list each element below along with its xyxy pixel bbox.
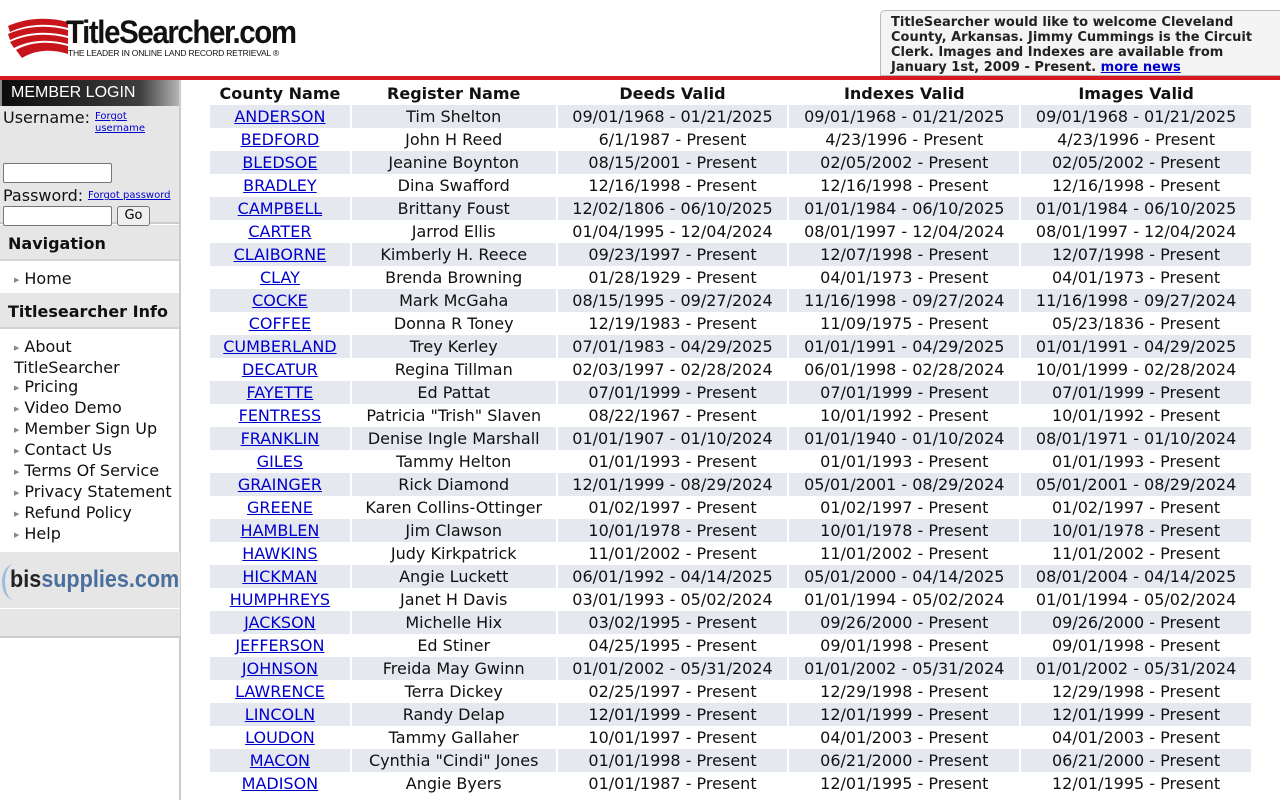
register-cell: John H Reed	[405, 130, 503, 149]
more-news-link[interactable]: more news	[1100, 60, 1181, 75]
register-cell: Tammy Helton	[396, 452, 512, 471]
county-link[interactable]: HICKMAN	[242, 567, 318, 586]
titlesearcher-info-title: Titlesearcher Info	[0, 293, 179, 329]
county-cell	[210, 680, 350, 703]
county-table	[208, 80, 1253, 795]
county-cell	[210, 404, 350, 427]
images-cell: 04/01/1973 - Present	[1051, 268, 1221, 287]
register-cell: Randy Delap	[352, 703, 556, 726]
county-link[interactable]: JEFFERSON	[235, 636, 325, 655]
sidebar	[0, 80, 181, 800]
forgot-username-link[interactable]: Forgot username	[95, 111, 145, 134]
county-link[interactable]: CARTER	[248, 222, 312, 241]
county-cell	[210, 243, 350, 266]
deeds-cell: 07/01/1983 - 04/29/2025	[558, 335, 788, 358]
member-login-title: MEMBER LOGIN	[0, 80, 179, 106]
titlesearcher-logo[interactable]	[6, 12, 306, 62]
table-header-row	[210, 80, 1251, 105]
arrow-right-icon: ▶	[14, 468, 20, 476]
register-cell: Denise Ingle Marshall	[352, 427, 556, 450]
images-cell: 10/01/1992 - Present	[1051, 406, 1221, 425]
password-label: Password:	[3, 186, 84, 205]
county-link[interactable]: HAMBLEN	[240, 521, 320, 540]
county-table-area	[208, 80, 1253, 795]
password-input[interactable]	[3, 206, 112, 226]
table-row	[210, 611, 1251, 634]
county-cell	[210, 588, 350, 611]
deeds-cell: 01/28/1929 - Present	[588, 268, 757, 287]
table-body	[210, 105, 1251, 795]
county-cell	[210, 542, 350, 565]
register-cell: Angie Byers	[405, 774, 502, 793]
register-cell: Brenda Browning	[385, 268, 523, 287]
register-cell: Jeanine Boynton	[352, 151, 556, 174]
table-row	[210, 151, 1251, 174]
arrow-right-icon: ▶	[14, 489, 20, 497]
register-cell: Jim Clawson	[352, 519, 556, 542]
register-cell: Karen Collins-Ottinger	[365, 498, 543, 517]
county-cell	[210, 220, 350, 243]
table-row	[210, 496, 1251, 519]
county-cell	[210, 749, 350, 772]
images-cell: 09/01/1998 - Present	[1051, 636, 1221, 655]
register-cell: Judy Kirkpatrick	[390, 544, 517, 563]
register-cell: Tammy Gallaher	[388, 728, 519, 747]
arrow-right-icon: ▶	[14, 426, 20, 434]
indexes-cell: 01/01/1940 - 01/10/2024	[789, 427, 1019, 450]
indexes-cell: 06/21/2000 - Present	[789, 749, 1019, 772]
arrow-right-icon: ▶	[14, 510, 20, 518]
indexes-cell: 11/16/1998 - 09/27/2024	[789, 289, 1019, 312]
deeds-cell: 07/01/1999 - Present	[558, 381, 788, 404]
site-header	[0, 0, 1280, 76]
county-cell	[210, 312, 350, 335]
table-row	[210, 519, 1251, 542]
table-row	[210, 450, 1251, 473]
register-cell: Ed Stiner	[417, 636, 491, 655]
deeds-cell: 02/25/1997 - Present	[588, 682, 757, 701]
arrow-right-icon: ▶	[14, 447, 20, 455]
county-link[interactable]: CUMBERLAND	[223, 337, 337, 356]
deeds-cell: 06/01/1992 - 04/14/2025	[558, 565, 788, 588]
county-cell	[210, 427, 350, 450]
nav-item-privacy-statement[interactable]: ▶ Privacy Statement	[14, 482, 172, 501]
county-link[interactable]: COFFEE	[248, 314, 312, 333]
indexes-cell: 05/01/2000 - 04/14/2025	[789, 565, 1019, 588]
county-cell	[210, 289, 350, 312]
county-link[interactable]: GREENE	[247, 498, 313, 517]
images-cell: 08/01/2004 - 04/14/2025	[1021, 565, 1251, 588]
register-cell: Terra Dickey	[404, 682, 503, 701]
register-cell: Brittany Foust	[352, 197, 556, 220]
deeds-cell: 10/01/1997 - Present	[588, 728, 757, 747]
indexes-cell: 4/23/1996 - Present	[825, 130, 984, 149]
register-cell: Patricia "Trish" Slaven	[366, 406, 542, 425]
county-link[interactable]: CAMPBELL	[237, 199, 323, 218]
nav-item-home[interactable]: ▶ Home	[14, 269, 72, 288]
table-row	[210, 197, 1251, 220]
deeds-cell: 12/01/1999 - Present	[558, 703, 788, 726]
deeds-cell: 02/03/1997 - 02/28/2024	[572, 360, 773, 379]
county-link[interactable]: CLAIBORNE	[233, 245, 327, 264]
county-cell	[210, 450, 350, 473]
bissupplies-banner[interactable]	[0, 552, 180, 608]
deeds-cell: 01/01/2002 - 05/31/2024	[558, 657, 788, 680]
indexes-cell: 09/01/1998 - Present	[820, 636, 989, 655]
county-cell	[210, 657, 350, 680]
county-cell	[210, 128, 350, 151]
county-link[interactable]: BEDFORD	[240, 130, 320, 149]
county-link[interactable]: COCKE	[252, 291, 308, 310]
table-row	[210, 427, 1251, 450]
deeds-cell: 01/04/1995 - 12/04/2024	[572, 222, 773, 241]
indexes-cell: 11/01/2002 - Present	[820, 544, 989, 563]
images-cell: 12/07/1998 - Present	[1021, 243, 1251, 266]
county-link[interactable]: FRANKLIN	[240, 429, 320, 448]
indexes-cell: 04/01/2003 - Present	[820, 728, 989, 747]
county-link[interactable]: HUMPHREYS	[229, 590, 331, 609]
images-cell: 06/21/2000 - Present	[1021, 749, 1251, 772]
table-row	[210, 634, 1251, 657]
county-link[interactable]: JACKSON	[244, 613, 316, 632]
indexes-cell: 05/01/2001 - 08/29/2024	[789, 473, 1019, 496]
county-link[interactable]: DECATUR	[241, 360, 318, 379]
nav-item-video-demo[interactable]: ▶ Video Demo	[14, 398, 122, 417]
register-cell: Jarrod Ellis	[411, 222, 496, 241]
table-row	[210, 174, 1251, 197]
logo-tagline: THE LEADER IN ONLINE LAND RECORD RETRIEVAL ®	[68, 48, 279, 58]
county-cell	[210, 335, 350, 358]
table-row	[210, 680, 1251, 703]
register-cell: Michelle Hix	[352, 611, 556, 634]
table-row	[210, 358, 1251, 381]
county-cell	[210, 496, 350, 519]
images-cell: 11/16/1998 - 09/27/2024	[1021, 289, 1251, 312]
indexes-cell: 08/01/1997 - 12/04/2024	[804, 222, 1005, 241]
images-cell: 09/26/2000 - Present	[1021, 611, 1251, 634]
news-text: TitleSearcher would like to welcome Cleveland County, Arkansas. Jimmy Cummings is the Circuit Clerk. Images and Indexes are available from January 1st, 2009 - Present.	[891, 15, 1253, 75]
nav-item-terms-of-service[interactable]: ▶ Terms Of Service	[14, 461, 160, 480]
images-cell: 01/01/1994 - 05/02/2024	[1035, 590, 1237, 609]
nav-item-pricing[interactable]: ▶ Pricing	[14, 377, 79, 396]
indexes-cell: 12/29/1998 - Present	[820, 682, 989, 701]
deeds-cell: 12/01/1999 - 08/29/2024	[558, 473, 788, 496]
table-row	[210, 588, 1251, 611]
username-label-row	[3, 108, 90, 127]
indexes-cell: 12/01/1995 - Present	[820, 774, 989, 793]
register-cell: Donna R Toney	[393, 314, 514, 333]
deeds-cell: 12/19/1983 - Present	[588, 314, 757, 333]
table-row	[210, 657, 1251, 680]
county-link[interactable]: MACON	[249, 751, 310, 770]
deeds-cell: 01/01/1998 - Present	[558, 749, 788, 772]
news-box	[880, 10, 1280, 76]
info-list	[0, 329, 179, 545]
table-row	[210, 312, 1251, 335]
deeds-cell: 6/1/1987 - Present	[598, 130, 747, 149]
table-row	[210, 703, 1251, 726]
table-row	[210, 335, 1251, 358]
indexes-cell: 07/01/1999 - Present	[789, 381, 1019, 404]
indexes-cell: 02/05/2002 - Present	[789, 151, 1019, 174]
deeds-cell: 08/15/2001 - Present	[558, 151, 788, 174]
col-deeds-valid: Deeds Valid	[619, 84, 726, 103]
images-cell: 05/23/1836 - Present	[1051, 314, 1221, 333]
images-cell: 01/01/1991 - 04/29/2025	[1021, 335, 1251, 358]
deeds-cell: 04/25/1995 - Present	[588, 636, 757, 655]
bissupplies-logo: bissupplies.com	[10, 566, 180, 593]
county-link[interactable]: GRAINGER	[237, 475, 322, 494]
register-cell: Dina Swafford	[397, 176, 510, 195]
county-link[interactable]: LAWRENCE	[235, 682, 325, 701]
county-cell	[210, 266, 350, 289]
images-cell: 07/01/1999 - Present	[1021, 381, 1251, 404]
forgot-password-link[interactable]: Forgot password	[88, 190, 171, 201]
logo-wordmark: TitleSearcher.com	[66, 14, 296, 50]
register-cell: Trey Kerley	[352, 335, 556, 358]
images-cell: 12/01/1999 - Present	[1021, 703, 1251, 726]
county-link[interactable]: FENTRESS	[238, 406, 322, 425]
county-link[interactable]: LINCOLN	[244, 705, 316, 724]
images-cell: 12/16/1998 - Present	[1051, 176, 1221, 195]
table-row	[210, 266, 1251, 289]
indexes-cell: 01/02/1997 - Present	[820, 498, 989, 517]
images-cell: 01/02/1997 - Present	[1051, 498, 1221, 517]
deeds-cell: 01/01/1907 - 01/10/2024	[558, 427, 788, 450]
indexes-cell: 10/01/1992 - Present	[820, 406, 989, 425]
county-cell	[210, 519, 350, 542]
county-cell	[210, 634, 350, 657]
deeds-cell: 01/02/1997 - Present	[588, 498, 757, 517]
table-row	[210, 243, 1251, 266]
images-cell: 10/01/1999 - 02/28/2024	[1035, 360, 1237, 379]
table-row	[210, 749, 1251, 772]
images-cell: 01/01/1993 - Present	[1051, 452, 1221, 471]
images-cell: 04/01/2003 - Present	[1051, 728, 1221, 747]
deeds-cell: 09/23/1997 - Present	[558, 243, 788, 266]
table-row	[210, 473, 1251, 496]
register-cell: Rick Diamond	[352, 473, 556, 496]
county-cell	[210, 358, 350, 381]
images-cell: 12/29/1998 - Present	[1051, 682, 1221, 701]
county-link[interactable]: GILES	[256, 452, 304, 471]
deeds-cell: 11/01/2002 - Present	[588, 544, 757, 563]
indexes-cell: 12/16/1998 - Present	[820, 176, 989, 195]
nav-item-refund-policy[interactable]: ▶ Refund Policy	[14, 503, 132, 522]
county-link[interactable]: BLEDSOE	[242, 153, 318, 172]
deeds-cell: 08/15/1995 - 09/27/2024	[558, 289, 788, 312]
table-row	[210, 565, 1251, 588]
register-cell: Freida May Gwinn	[352, 657, 556, 680]
table-row	[210, 404, 1251, 427]
login-form	[0, 106, 179, 224]
county-cell	[210, 611, 350, 634]
county-cell	[210, 473, 350, 496]
register-cell: Cynthia "Cindi" Jones	[352, 749, 556, 772]
county-link[interactable]: MADISON	[241, 774, 319, 793]
register-cell: Ed Pattat	[352, 381, 556, 404]
indexes-cell: 01/01/1993 - Present	[820, 452, 989, 471]
county-cell	[210, 381, 350, 404]
images-cell: 02/05/2002 - Present	[1021, 151, 1251, 174]
images-cell: 4/23/1996 - Present	[1057, 130, 1216, 149]
table-row	[210, 542, 1251, 565]
county-cell	[210, 772, 350, 795]
indexes-cell: 12/07/1998 - Present	[789, 243, 1019, 266]
arrow-right-icon: ▶	[14, 384, 20, 392]
nav-item-contact-us[interactable]: ▶ Contact Us	[14, 440, 112, 459]
table-row	[210, 772, 1251, 795]
register-cell: Mark McGaha	[352, 289, 556, 312]
username-input[interactable]	[3, 163, 112, 183]
county-cell	[210, 174, 350, 197]
navigation-list	[0, 261, 179, 293]
register-cell: Kimberly H. Reece	[352, 243, 556, 266]
username-label: Username:	[3, 108, 90, 127]
col-county-name: County Name	[219, 84, 341, 103]
images-cell: 08/01/1971 - 01/10/2024	[1021, 427, 1251, 450]
go-button[interactable]: Go	[117, 206, 150, 226]
table-row	[210, 220, 1251, 243]
indexes-cell: 09/26/2000 - Present	[789, 611, 1019, 634]
county-cell	[210, 726, 350, 749]
nav-item-help[interactable]: ▶ Help	[14, 524, 61, 543]
register-cell: Angie Luckett	[352, 565, 556, 588]
county-link[interactable]: CLAY	[259, 268, 300, 287]
deeds-cell: 12/16/1998 - Present	[588, 176, 757, 195]
arrow-right-icon: ▶	[14, 276, 20, 284]
county-cell	[210, 197, 350, 220]
table-row	[210, 128, 1251, 151]
images-cell: 05/01/2001 - 08/29/2024	[1021, 473, 1251, 496]
indexes-cell: 01/01/1994 - 05/02/2024	[804, 590, 1005, 609]
county-link[interactable]: HAWKINS	[242, 544, 318, 563]
images-cell: 08/01/1997 - 12/04/2024	[1035, 222, 1237, 241]
county-cell	[210, 151, 350, 174]
county-link[interactable]: JOHNSON	[241, 659, 318, 678]
register-cell: Regina Tillman	[394, 360, 513, 379]
county-link[interactable]: FAYETTE	[246, 383, 314, 402]
images-cell: 11/01/2002 - Present	[1051, 544, 1221, 563]
table-row	[210, 381, 1251, 404]
deeds-cell: 12/02/1806 - 06/10/2025	[558, 197, 788, 220]
arrow-right-icon: ▶	[14, 344, 20, 352]
images-cell: 12/01/1995 - Present	[1051, 774, 1221, 793]
arrow-right-icon: ▶	[14, 405, 20, 413]
indexes-cell: 12/01/1999 - Present	[789, 703, 1019, 726]
table-row	[210, 105, 1251, 128]
county-link[interactable]: LOUDON	[245, 728, 315, 747]
county-cell	[210, 565, 350, 588]
col-images-valid: Images Valid	[1078, 84, 1194, 103]
table-row	[210, 726, 1251, 749]
indexes-cell: 11/09/1975 - Present	[820, 314, 989, 333]
deeds-cell: 01/01/1993 - Present	[588, 452, 757, 471]
county-link[interactable]: ANDERSON	[234, 107, 326, 126]
nav-item-member-sign-up[interactable]: ▶ Member Sign Up	[14, 419, 158, 438]
deeds-cell: 09/01/1968 - 01/21/2025	[558, 105, 788, 128]
images-cell: 09/01/1968 - 01/21/2025	[1021, 105, 1251, 128]
images-cell: 01/01/1984 - 06/10/2025	[1021, 197, 1251, 220]
county-cell	[210, 703, 350, 726]
deeds-cell: 03/02/1995 - Present	[558, 611, 788, 634]
deeds-cell: 03/01/1993 - 05/02/2024	[572, 590, 773, 609]
logo-swoosh-icon	[6, 14, 72, 60]
col-indexes-valid: Indexes Valid	[843, 84, 965, 103]
deeds-cell: 08/22/1967 - Present	[588, 406, 757, 425]
indexes-cell: 10/01/1978 - Present	[789, 519, 1019, 542]
register-cell: Janet H Davis	[400, 590, 508, 609]
indexes-cell: 09/01/1968 - 01/21/2025	[789, 105, 1019, 128]
county-link[interactable]: BRADLEY	[243, 176, 317, 195]
indexes-cell: 01/01/1991 - 04/29/2025	[789, 335, 1019, 358]
nav-item-about[interactable]: ▶ About TitleSearcher	[14, 337, 120, 377]
images-cell: 10/01/1978 - Present	[1021, 519, 1251, 542]
deeds-cell: 10/01/1978 - Present	[558, 519, 788, 542]
col-register-name: Register Name	[387, 84, 521, 103]
sidebar-footer-block	[0, 608, 180, 638]
indexes-cell: 01/01/1984 - 06/10/2025	[789, 197, 1019, 220]
register-cell: Tim Shelton	[352, 105, 556, 128]
arrow-right-icon: ▶	[14, 531, 20, 539]
images-cell: 01/01/2002 - 05/31/2024	[1021, 657, 1251, 680]
table-row	[210, 289, 1251, 312]
county-cell	[210, 105, 350, 128]
indexes-cell: 04/01/1973 - Present	[820, 268, 989, 287]
deeds-cell: 01/01/1987 - Present	[588, 774, 757, 793]
indexes-cell: 01/01/2002 - 05/31/2024	[789, 657, 1019, 680]
indexes-cell: 06/01/1998 - 02/28/2024	[804, 360, 1005, 379]
navigation-title: Navigation	[0, 225, 179, 261]
